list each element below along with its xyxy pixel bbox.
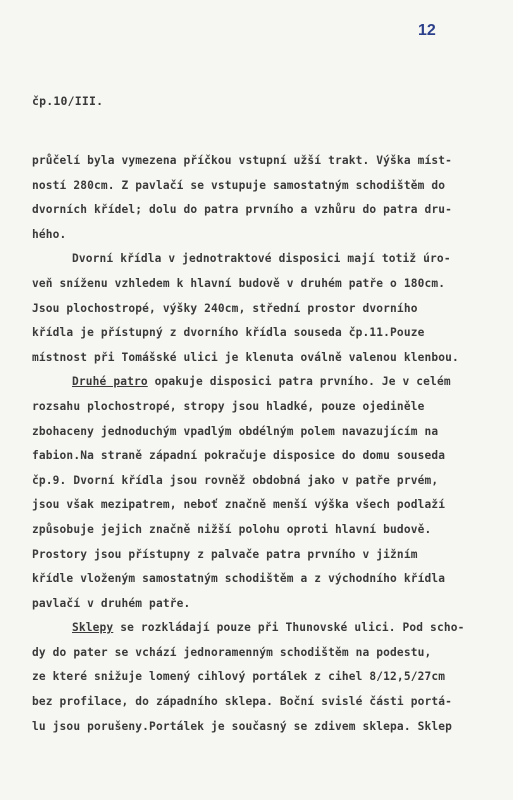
text-line [32,247,482,272]
text-line [32,469,482,494]
text-line [32,690,482,715]
section-heading: čp.10/III. [32,94,104,108]
text-line [32,592,482,617]
text-line [32,543,482,568]
text-line [32,420,482,445]
line-text: lu jsou porušeny.Portálek je současný se zdivem sklepa. Sklep [32,719,453,733]
text-line [32,198,482,223]
line-text: způsobuje jejich značně nižší polohu oproti hlavní budově. [32,522,432,536]
text-line [32,321,482,346]
text-line [32,297,482,322]
line-text: bez profilace, do západního sklepa. Boční svislé části portá- [32,695,453,709]
underlined-term: Druhé patro [72,375,148,389]
line-text: rozsahu plochostropé, stropy jsou hladké, pouze ojediněle [32,399,425,413]
line-text: křídla je přístupný z dvorního křídla souseda čp.11.Pouze [32,326,425,340]
text-line [32,149,482,174]
page-number: 12 [418,22,436,39]
text-line [32,518,482,543]
text-line [32,715,482,740]
text-line [32,174,482,199]
line-text: dy do pater se vchází jednoramenným schodištěm na podestu, [32,645,432,659]
line-text: zbohaceny jednoduchým vpadlým obdélným polem navazujícím na [32,424,439,438]
line-text: jsou však mezipatrem, neboť značně menší výška všech podlaží [32,498,446,512]
line-text: fabion.Na straně západní pokračuje disposice do domu souseda [32,449,446,463]
line-text: křídle vloženým samostatným schodištěm a z východního křídla [32,572,446,586]
line-text: Prostory jsou přístupny z palvače patra prvního v jižním [32,547,418,561]
line-text: ností 280cm. Z pavlačí se vstupuje samostatným schodištěm do [32,178,446,192]
line-text: průčelí byla vymezena příčkou vstupní užší trakt. Výška míst- [32,154,453,167]
text-line [32,493,482,518]
line-text: se rozkládají pouze při Thunovské ulici. Pod scho- [113,621,465,635]
line-text: čp.9. Dvorní křídla jsou rovněž obdobná jako v patře prvém, [32,473,439,487]
line-text: dvorních křídel; dolu do patra prvního a vzhůru do patra dru- [32,203,453,217]
text-line [32,370,482,395]
line-text: pavlačí v druhém patře. [32,596,191,610]
text-line [32,395,482,420]
text-line [32,223,482,248]
line-text: veň sníženu vzhledem k hlavní budově v druhém patře o 180cm. [32,276,446,290]
text-line [32,346,482,371]
text-line [32,272,482,297]
text-line [32,641,482,666]
text-line [32,665,482,690]
underlined-term: Sklepy [72,621,114,635]
line-text: ze které snižuje lomený cihlový portálek z cihel 8/12,5/27cm [32,670,446,684]
text-line [32,444,482,469]
line-text: Jsou plochostropé, výšky 240cm, střední prostor dvorního [32,301,418,315]
line-text: hého. [32,227,67,241]
body-text [32,149,482,739]
line-text: Dvorní křídla v jednotraktové disposici mají totiž úro- [72,252,451,266]
line-text: místnost při Tomášské ulici je klenuta oválně valenou klenbou. [32,350,459,364]
text-line [32,616,482,641]
line-text: opakuje disposici patra prvního. Je v celém [147,375,451,389]
text-line [32,567,482,592]
